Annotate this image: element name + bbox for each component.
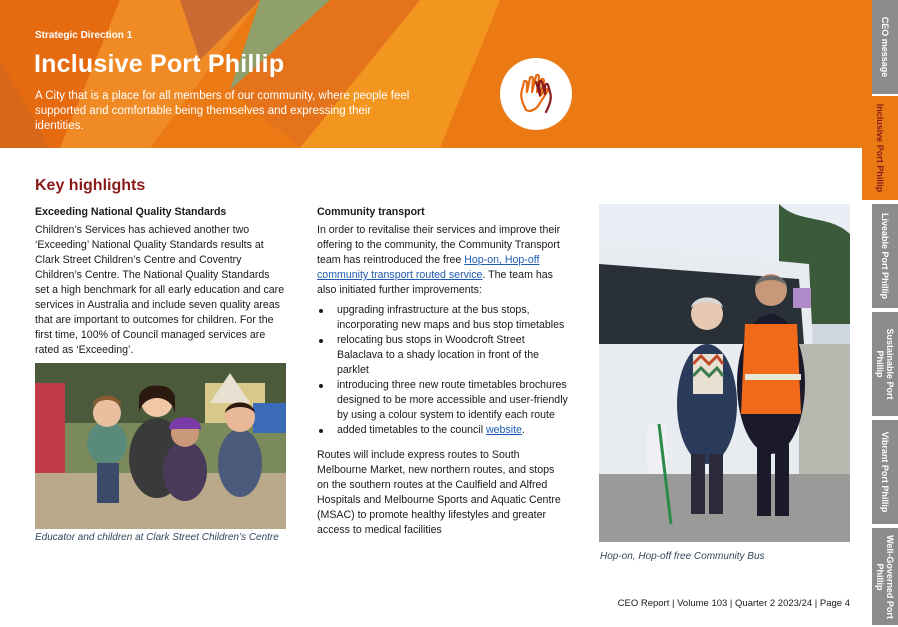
tab-inclusive-port-phillip[interactable]: Inclusive Port Phillip	[862, 96, 898, 202]
tab-ceo-message[interactable]: CEO message	[872, 0, 898, 96]
quality-standards-title: Exceeding National Quality Standards	[35, 206, 227, 218]
children-photo-caption: Educator and children at Clark Street Children’s Centre	[35, 532, 279, 543]
quality-standards-body: Children’s Services has achieved another two ‘Exceeding’ National Quality Standards results at Clark Street Children’s Centre and Coventry Children’s Centre. The National Quality Standards set a high benchmark for all early education and care services in Australia and include seven quality areas that are important to outcomes for children. For the first time, 100% of Council managed services are rated as ‘Exceeding’.	[35, 224, 285, 356]
tab-well-governed-port-phillip[interactable]: Well-Governed Port Phillip	[872, 528, 898, 627]
community-bus-photo	[599, 204, 850, 542]
children-centre-photo	[35, 363, 286, 529]
list-item: added timetables to the council website.	[317, 423, 569, 438]
tab-sustainable-port-phillip[interactable]: Sustainable Port Phillip	[872, 312, 898, 418]
tab-vibrant-port-phillip[interactable]: Vibrant Port Phillip	[872, 420, 898, 526]
routes-paragraph: Routes will include express routes to South Melbourne Market, new northern routes, and stops on the southern routes at the Caulfield and Alfred Hospitals and Melbourne Sports and Aquatic Centre (MSAC) to promote healthy lifestyles and greater access to medical facilities	[317, 449, 561, 536]
tab-liveable-port-phillip[interactable]: Liveable Port Phillip	[872, 204, 898, 310]
improvements-list	[317, 303, 569, 438]
header-banner	[0, 0, 872, 148]
list-item: upgrading infrastructure at the bus stops, incorporating new maps and bus stop timetables	[317, 303, 569, 333]
community-transport-column	[317, 205, 569, 538]
hop-on-service-link[interactable]: Hop-on, Hop-off community transport routed service	[317, 254, 540, 281]
page-subtitle: A City that is a place for all members of our community, where people feel supported and comfortable being themselves and expressing their identities.	[35, 90, 410, 132]
page-title: Inclusive Port Phillip	[34, 50, 285, 78]
list-item: relocating bus stops in Woodcroft Street Balaclava to a shady location in front of the parklet	[317, 333, 569, 378]
strategic-direction-label: Strategic Direction 1	[35, 30, 133, 41]
list-item: introducing three new route timetables brochures designed to be more accessible and user-friendly by using a colour system to identify each route	[317, 378, 569, 423]
section-heading: Key highlights	[35, 177, 146, 194]
hands-icon	[500, 58, 572, 130]
quality-standards-column	[35, 205, 285, 358]
page-footer: CEO Report | Volume 103 | Quarter 2 2023/24 | Page 4	[617, 598, 850, 609]
community-transport-intro: In order to revitalise their services and improve their offering to the community, the Community Transport team has reintroduced the free Hop-on, Hop-off community transport routed service. The team has also initiated further improvements:	[317, 224, 561, 296]
bus-photo-caption: Hop-on, Hop-off free Community Bus	[600, 551, 765, 562]
council-website-link[interactable]: website	[486, 424, 522, 436]
community-transport-title: Community transport	[317, 206, 425, 218]
